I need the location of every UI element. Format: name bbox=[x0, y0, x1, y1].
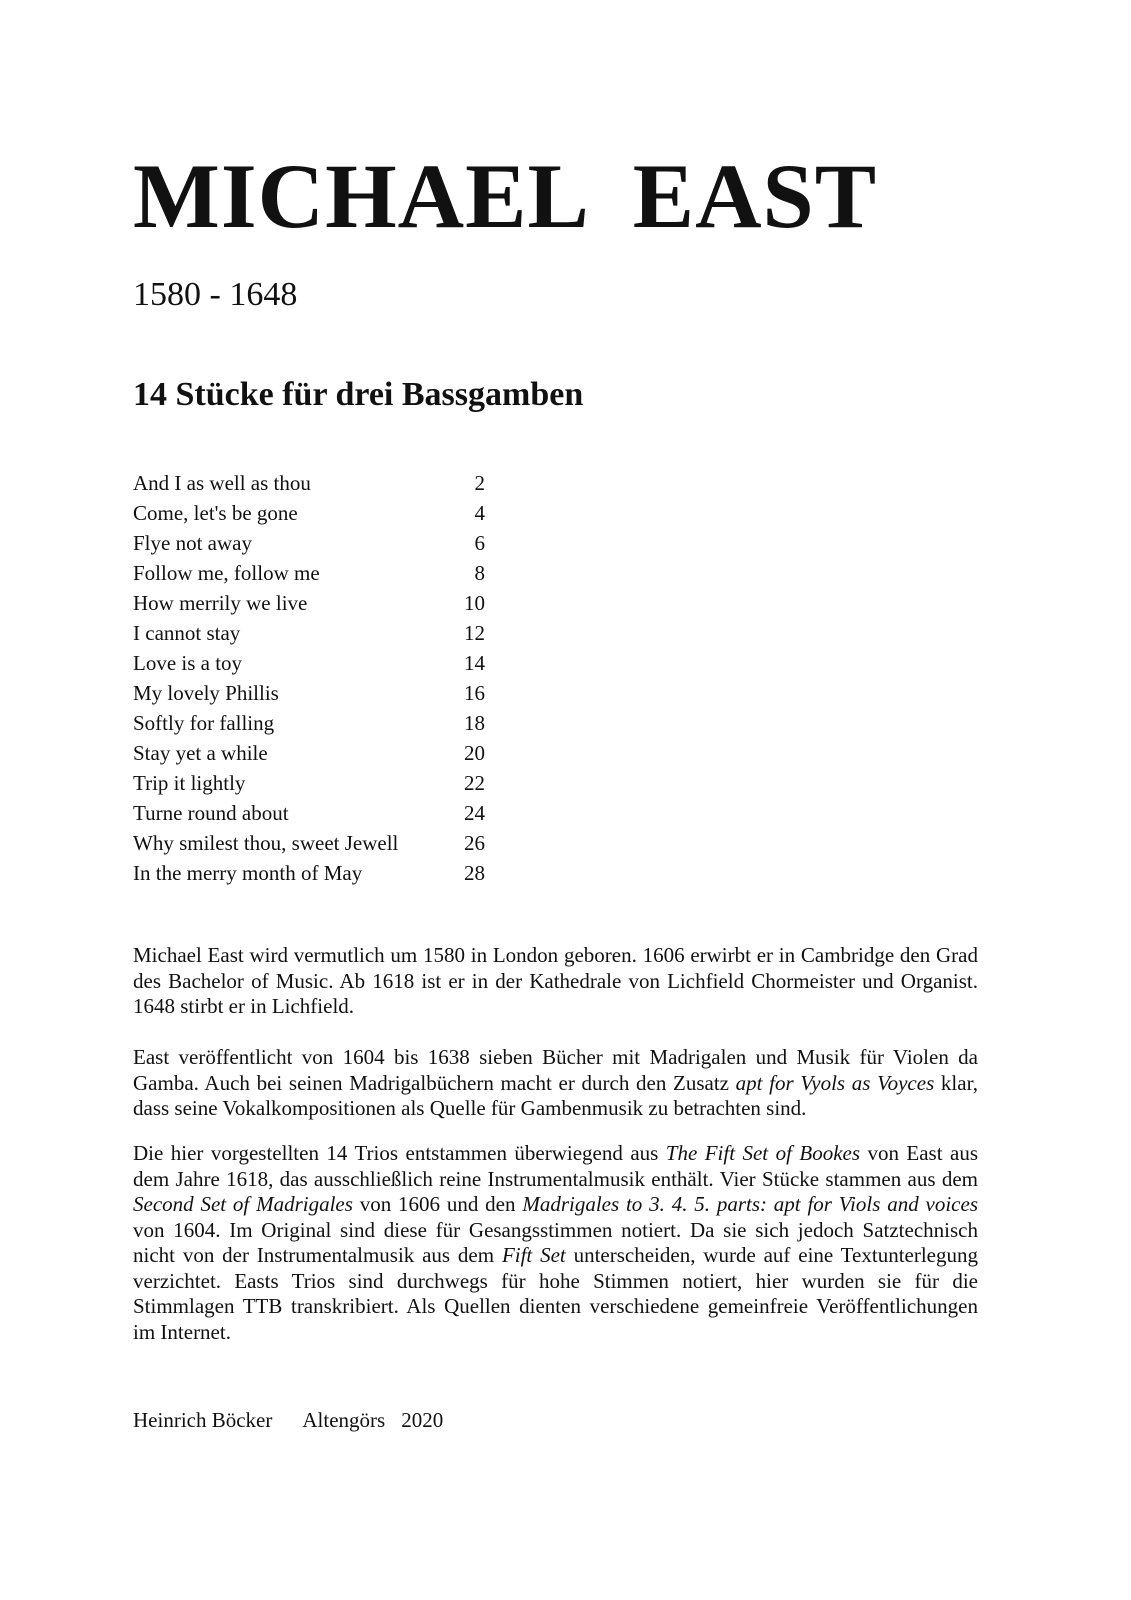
toc-entry bbox=[133, 468, 485, 498]
toc-page-number: 22 bbox=[464, 771, 485, 795]
toc-page-number: 14 bbox=[464, 651, 485, 675]
toc-entry bbox=[133, 768, 485, 798]
italic-work-title: Fift Set bbox=[501, 1243, 566, 1267]
italic-work-title: apt for Vyols as Voyces bbox=[735, 1070, 935, 1095]
toc-title: In the merry month of May bbox=[133, 861, 363, 885]
toc-page-number: 12 bbox=[464, 621, 485, 645]
toc-page-number: 2 bbox=[474, 471, 485, 495]
toc-page-number: 20 bbox=[464, 741, 485, 765]
toc-title: Stay yet a while bbox=[133, 741, 268, 765]
signature-line bbox=[133, 1408, 443, 1433]
text-run: Die hier vorgestellten 14 Trios entstammen überwiegend aus bbox=[133, 1141, 666, 1165]
toc-page-number: 8 bbox=[474, 561, 485, 585]
toc-title: My lovely Phillis bbox=[133, 681, 279, 705]
text-run: klar, dass seine Vokalkompositionen als Quelle für Gambenmusik zu betrachten sind. bbox=[133, 1070, 978, 1120]
table-of-contents bbox=[133, 468, 485, 888]
toc-entry bbox=[133, 708, 485, 738]
sources-paragraph bbox=[133, 1141, 978, 1345]
toc-entry bbox=[133, 498, 485, 528]
toc-entry bbox=[133, 738, 485, 768]
toc-page-number: 10 bbox=[464, 591, 485, 615]
italic-work-title: Madrigales to 3. 4. 5. parts: apt for Viols and voices bbox=[522, 1192, 978, 1216]
toc-title: Why smilest thou, sweet Jewell bbox=[133, 831, 399, 855]
toc-page-number: 16 bbox=[464, 681, 485, 705]
toc-entry bbox=[133, 678, 485, 708]
toc-entry bbox=[133, 588, 485, 618]
toc-page-number: 24 bbox=[464, 801, 485, 825]
text-run: von 1604. Im Original sind diese für Gesangsstimmen notiert. Da sie sich jedoch Satztechnisch nicht von der Instrumentalmusik aus dem bbox=[133, 1217, 978, 1267]
toc-title: Turne round about bbox=[133, 801, 289, 825]
composer-dates: 1580 - 1648 bbox=[133, 276, 298, 313]
toc-title: Trip it lightly bbox=[133, 771, 246, 795]
toc-title: Love is a toy bbox=[133, 651, 243, 675]
toc-title: And I as well as thou bbox=[133, 471, 311, 495]
publications-paragraph bbox=[133, 1045, 978, 1122]
text-run: East veröffentlicht von 1604 bis 1638 sieben Bücher mit Madrigalen und Musik für Violen da Gamba. Auch bei seinen Madrigalbüchern macht er durch den Zusatz bbox=[133, 1045, 978, 1095]
text-run: von 1606 und den bbox=[352, 1192, 523, 1216]
toc-title: Flye not away bbox=[133, 531, 252, 555]
toc-title: Come, let's be gone bbox=[133, 501, 298, 525]
text-run: von East aus dem Jahre 1618, das ausschließlich reine Instrumentalmusik enthält. Vier Stücke stammen aus dem bbox=[133, 1141, 979, 1191]
text-run: unterscheiden, wurde auf eine Textunterlegung verzichtet. Easts Trios sind durchwegs für hohe Stimmen notiert, hier wurden sie für die Stimmlagen TTB transkribiert. Als Quellen dienten verschiedene gemeinfreie Veröffentlichungen im Internet. bbox=[133, 1243, 979, 1344]
toc-page-number: 28 bbox=[464, 861, 485, 885]
composer-name: MICHAEL EAST bbox=[133, 145, 878, 247]
signature-place: Altengörs bbox=[302, 1408, 386, 1432]
toc-entry bbox=[133, 828, 485, 858]
toc-entry bbox=[133, 558, 485, 588]
toc-page-number: 18 bbox=[464, 711, 485, 735]
toc-page-number: 4 bbox=[474, 501, 485, 525]
toc-entry bbox=[133, 648, 485, 678]
biography-paragraph: Michael East wird vermutlich um 1580 in London geboren. 1606 erwirbt er in Cambridge den Grad des Bachelor of Music. Ab 1618 ist er in der Kathedrale von Lichfield Chormeister und Organist. 1648 stirbt er in Lichfield. bbox=[133, 943, 978, 1018]
toc-page-number: 26 bbox=[464, 831, 485, 855]
editor-name: Heinrich Böcker bbox=[133, 1408, 273, 1432]
toc-entry bbox=[133, 618, 485, 648]
signature-year: 2020 bbox=[401, 1408, 444, 1432]
toc-title: Follow me, follow me bbox=[133, 561, 320, 585]
toc-page-number: 6 bbox=[474, 531, 485, 555]
collection-title: 14 Stücke für drei Bassgamben bbox=[133, 376, 584, 413]
toc-entry bbox=[133, 858, 485, 888]
toc-entry bbox=[133, 528, 485, 558]
italic-work-title: Second Set of Madrigales bbox=[133, 1192, 353, 1216]
toc-title: I cannot stay bbox=[133, 621, 241, 645]
toc-title: Softly for falling bbox=[133, 711, 275, 735]
italic-work-title: The Fift Set of Bookes bbox=[665, 1141, 861, 1165]
toc-entry bbox=[133, 798, 485, 828]
toc-title: How merrily we live bbox=[133, 591, 308, 615]
